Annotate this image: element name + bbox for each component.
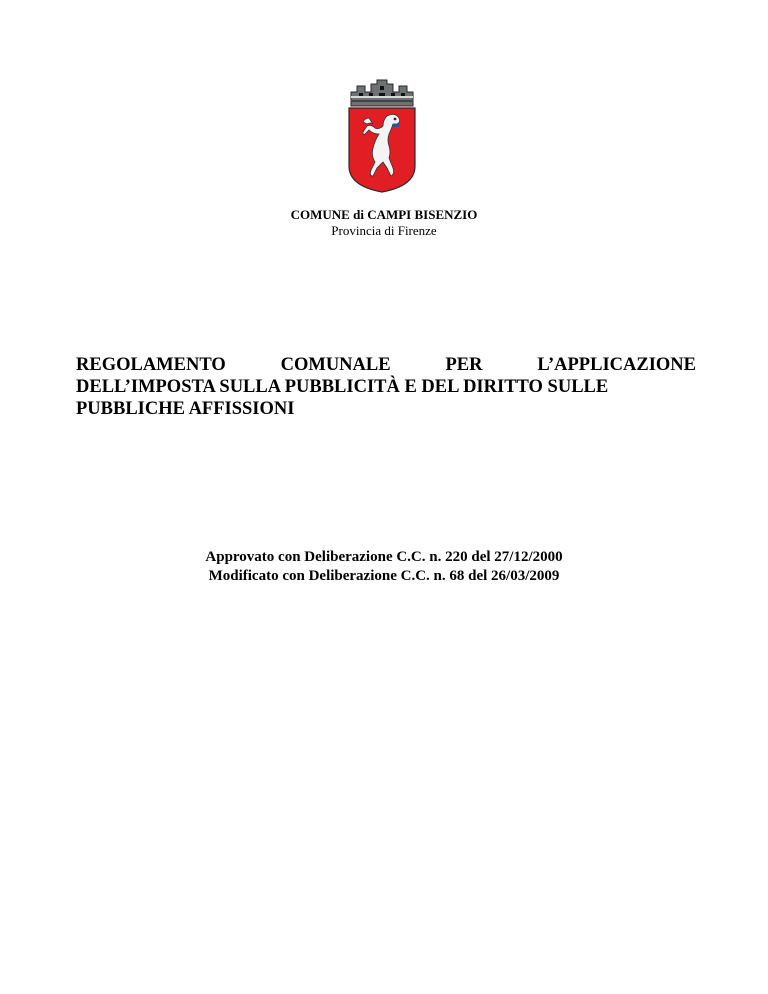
municipality-name bbox=[0, 207, 768, 223]
title-word: REGOLAMENTO bbox=[76, 355, 226, 375]
approval-block bbox=[0, 548, 768, 586]
document-title bbox=[76, 354, 696, 420]
dog-collar-icon bbox=[393, 124, 399, 127]
title-line-1 bbox=[76, 354, 696, 376]
title-word: COMUNALE bbox=[280, 355, 391, 375]
approval-line: Approvato con Deliberazione C.C. n. 220 del 27/12/2000 bbox=[205, 549, 563, 565]
title-line-3: PUBBLICHE AFFISSIONI bbox=[76, 399, 295, 419]
province-label: Provincia di Firenze bbox=[331, 223, 437, 238]
municipality-prefix: COMUNE bbox=[290, 207, 350, 222]
municipality-header bbox=[0, 207, 768, 239]
title-word: PER bbox=[445, 355, 483, 375]
title-word: L’APPLICAZIONE bbox=[537, 355, 696, 375]
municipal-coat-of-arms-icon bbox=[343, 78, 421, 194]
mural-crown-icon bbox=[351, 80, 413, 106]
municipality-di: di bbox=[353, 207, 364, 222]
title-line-2: DELL’IMPOSTA SULLA PUBBLICITÀ E DEL DIRITTO SULLE bbox=[76, 377, 609, 397]
municipality-city: CAMPI BISENZIO bbox=[367, 207, 478, 222]
modification-line: Modificato con Deliberazione C.C. n. 68 del 26/03/2009 bbox=[208, 568, 560, 584]
